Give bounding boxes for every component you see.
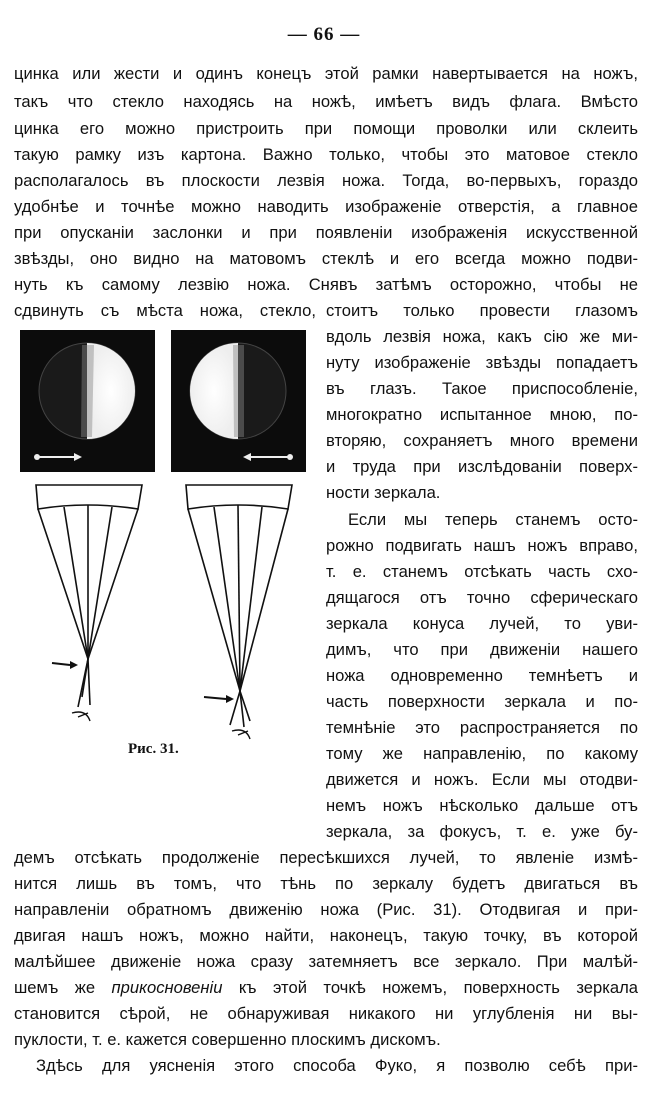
- text-line: димъ, что при движеніи нашего: [326, 640, 638, 659]
- text-line: становится сѣрой, не обнаруживая никакого ни углубленія ни вы-: [14, 1004, 638, 1023]
- text-line: малѣйшее движеніе ножа сразу затемняетъ все зеркало. При малѣй-: [14, 952, 638, 971]
- text-line: немъ ножъ нѣсколько дальше отъ: [326, 796, 638, 815]
- page-number: — 66 —: [287, 24, 361, 45]
- text-line: ножа одновременно темнѣетъ и: [326, 666, 638, 685]
- italic-word: прикосновеніи: [111, 978, 223, 997]
- text-line: рожно подвигать нашъ ножъ вправо,: [326, 536, 638, 555]
- text-line: вдоль лезвія ножа, какъ сію же ми-: [326, 327, 638, 346]
- text-line: нуть къ самому лезвію ножа. Снявъ затѣмъ осторожно, чтобы не: [14, 275, 638, 294]
- text-line: и труда при изслѣдованіи поверх-: [326, 457, 638, 476]
- knife-edge-right: [204, 695, 234, 703]
- text-line: располагалось въ плоскости лезвія ножа. Тогда, во-первыхъ, гораздо: [14, 171, 638, 190]
- text-line: нится лишь въ томъ, что тѣнь по зеркалу будетъ двигаться въ: [14, 874, 638, 893]
- text-line: пуклости, т. е. кажется совершенно плоскимъ дискомъ.: [14, 1030, 441, 1049]
- foucault-test-illustration: [14, 325, 324, 785]
- text-line: при опусканіи заслонки и при появленіи изображенія искусственной: [14, 223, 638, 242]
- text-line: Здѣсь для уясненія этого способа Фуко, я позволю себѣ при-: [36, 1056, 638, 1075]
- text-line: ности зеркала.: [326, 483, 441, 502]
- text-line: движется и ножъ. Если мы отодви-: [326, 770, 638, 789]
- text-line: такую рамку изъ картона. Важно только, чтобы это матовое стекло: [14, 145, 638, 164]
- text-line: демъ отсѣкать продолженіе пересѣкшихся лучей, то явленіе измѣ-: [14, 848, 638, 867]
- text-span: шемъ же: [14, 978, 112, 997]
- text-line: тому же направленію, по какому: [326, 744, 638, 763]
- text-line: нуту изображеніе звѣзды попадаетъ: [326, 353, 638, 372]
- figure-caption: Рис. 31.: [128, 741, 179, 757]
- text-line: часть поверхности зеркала и по-: [326, 692, 638, 711]
- mirror-shadow-right-panel: [171, 330, 306, 472]
- text-line-italic: [14, 976, 638, 1000]
- text-line: вторяю, сохраняетъ много времени: [326, 431, 638, 450]
- text-line: зеркала конуса лучей, то уви-: [326, 614, 638, 633]
- text-line: такъ что стекло находясь на ножѣ, имѣетъ видъ флага. Вмѣсто: [14, 92, 638, 111]
- ray-cone-right: [186, 485, 292, 739]
- text-line: звѣзды, оно видно на матовомъ стеклѣ и его всегда можно подви-: [14, 249, 638, 268]
- text-line: цинка или жести и одинъ конецъ этой рамки навертывается на ножъ,: [14, 64, 638, 83]
- ray-cone-left: [36, 485, 142, 721]
- text-span: къ этой точкѣ ножемъ, поверхность зеркала: [222, 978, 638, 997]
- text-line: темнѣніе это распространяется по: [326, 718, 638, 737]
- mirror-shadow-left-panel: [20, 330, 155, 472]
- figure-31: [14, 325, 324, 785]
- text-line: дящагося отъ точно сферическаго: [326, 588, 638, 607]
- text-line: зеркала, за фокусъ, т. е. уже бу-: [326, 822, 638, 841]
- text-line: Если мы теперь станемъ осто-: [348, 510, 638, 529]
- text-line: удобнѣе и точнѣе можно наводить изображеніе отверстія, а главное: [14, 197, 638, 216]
- text-line-left: сдвинуть съ мѣста ножа, стекло,: [14, 301, 316, 320]
- text-line: цинка его можно пристроить при помощи проволки или склеить: [14, 119, 638, 138]
- text-line: многократно испытанное мною, по-: [326, 405, 638, 424]
- text-line: двигая нашъ ножъ, можно найти, наконецъ, такую точку, въ которой: [14, 926, 638, 945]
- text-line: въ глазъ. Такое приспособленіе,: [326, 379, 638, 398]
- text-line-right: стоитъ только провести глазомъ: [326, 301, 638, 320]
- text-line: направленіи обратномъ движенію ножа (Рис. 31). Отодвигая и при-: [14, 900, 638, 919]
- knife-edge-left: [52, 661, 78, 669]
- text-line: т. е. станемъ отсѣкать часть схо-: [326, 562, 638, 581]
